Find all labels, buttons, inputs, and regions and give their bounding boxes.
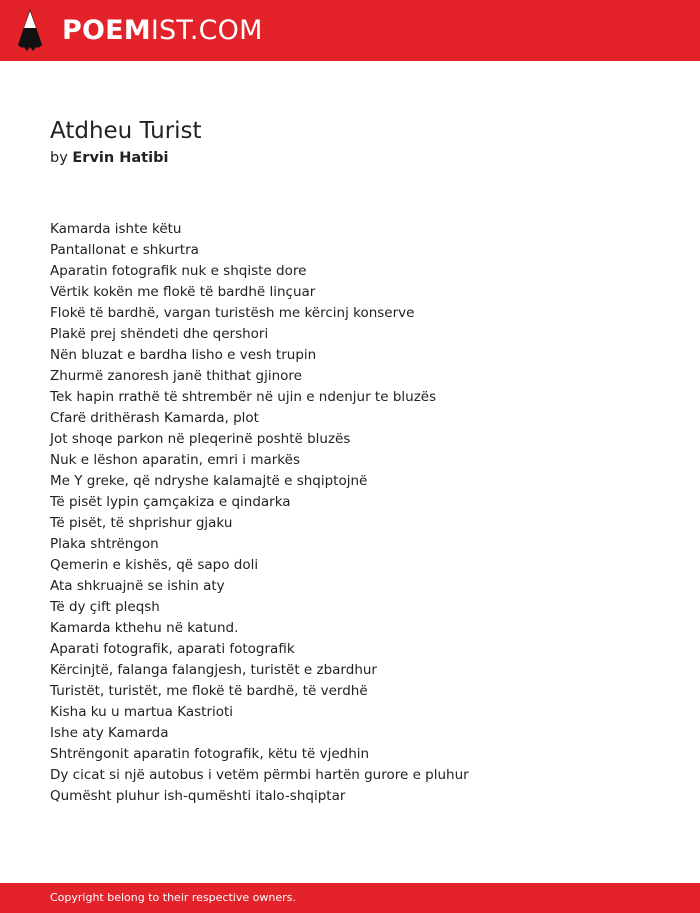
poem-line: Kërcinjtë, falanga falangjesh, turistët e zbardhur [50, 662, 377, 678]
poem-line: Të pisët lypin çamçakiza e qindarka [50, 494, 291, 510]
poem-line: Turistët, turistët, me flokë të bardhë, të verdhë [50, 683, 368, 699]
poem-line: Aparati fotografik, aparati fotografik [50, 641, 295, 657]
poem-line: Ata shkruajnë se ishin aty [50, 578, 225, 594]
poem-line: Kisha ku u martua Kastrioti [50, 704, 234, 720]
poem-line: Dy cicat si një autobus i vetëm përmbi hartën gurore e pluhur [50, 767, 469, 783]
logo-text-bold: POEM [62, 15, 151, 46]
logo-text [62, 9, 263, 53]
poem-body [50, 219, 469, 807]
poem-line: Plakë prej shëndeti dhe qershori [50, 326, 269, 342]
site-header [0, 0, 700, 61]
poem-line: Pantallonat e shkurtra [50, 242, 199, 258]
poem-line: Nuk e lëshon aparatin, emri i markës [50, 452, 300, 468]
poem-line: Tek hapin rrathë të shtrembër në ujin e ndenjur te bluzës [50, 389, 437, 405]
poem-author: Ervin Hatibi [72, 150, 169, 166]
poem-line: Ishe aty Kamarda [50, 725, 169, 741]
poem-line: Nën bluzat e bardha lisho e vesh trupin [50, 347, 317, 363]
copyright-text: Copyright belong to their respective owners. [50, 891, 296, 904]
poem-line: Zhurmë zanoresh janë thithat gjinore [50, 368, 302, 384]
poem-line: Me Y greke, që ndryshe kalamajtë e shqiptojnë [50, 473, 368, 489]
byline-label: by [50, 150, 68, 166]
poem-title: Atdheu Turist [50, 118, 202, 144]
poem-line: Shtrëngonit aparatin fotografik, këtu të vjedhin [50, 746, 370, 762]
poem-line: Aparatin fotografik nuk e shqiste dore [50, 263, 307, 279]
logo-text-light: IST.COM [150, 15, 263, 46]
poem-line: Jot shoqe parkon në pleqerinë poshtë bluzës [50, 431, 351, 447]
site-footer [0, 883, 700, 913]
poem-line: Vërtik kokën me flokë të bardhë linçuar [50, 284, 316, 300]
poem-line: Të dy çift pleqsh [50, 599, 160, 615]
poem-line: Plaka shtrëngon [50, 536, 159, 552]
poem-line: Të pisët, të shprishur gjaku [50, 515, 233, 531]
pencil-icon [16, 9, 44, 53]
poem-line: Kamarda kthehu në katund. [50, 620, 239, 636]
poem-line: Qemerin e kishës, që sapo doli [50, 557, 259, 573]
poem-line: Kamarda ishte këtu [50, 221, 182, 237]
poem-line: Cfarë drithërash Kamarda, plot [50, 410, 259, 426]
site-logo-link[interactable] [16, 9, 263, 53]
poem-byline [50, 148, 168, 168]
poem-line: Flokë të bardhë, vargan turistësh me kërcinj konserve [50, 305, 415, 321]
poem-line: Qumësht pluhur ish-qumështi italo-shqiptar [50, 788, 346, 804]
